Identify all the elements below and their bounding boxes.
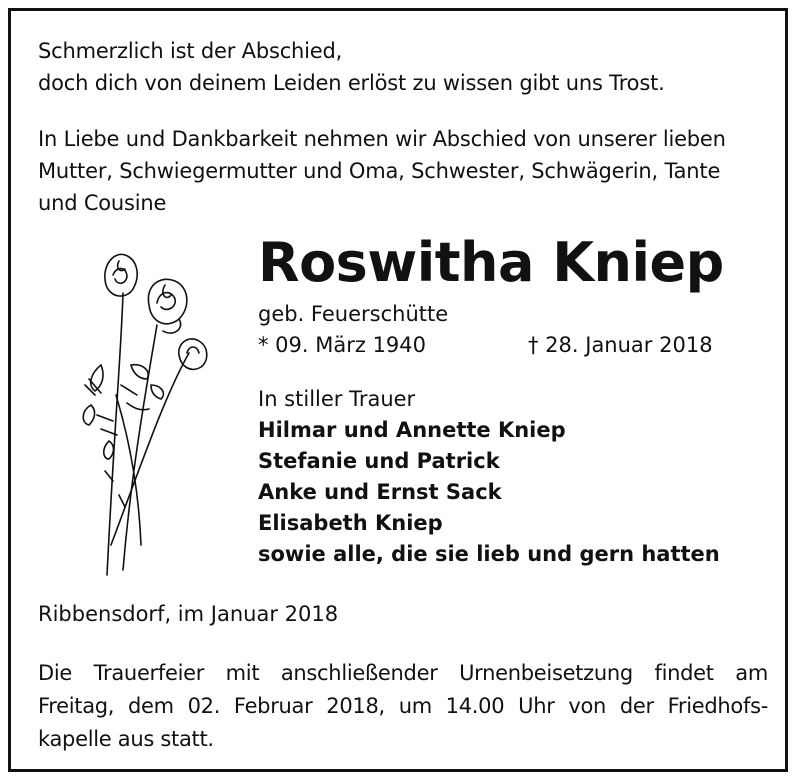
mourners-heading: In stiller Trauer (258, 387, 416, 411)
mourner-name: Stefanie und Patrick (258, 449, 500, 473)
farewell-line: In Liebe und Dankbarkeit nehmen wir Abschied von unserer lieben (38, 127, 726, 151)
farewell-text (38, 123, 726, 219)
farewell-line: Mutter, Schwiegermutter und Oma, Schwester, Schwägerin, Tante (38, 159, 721, 183)
intro-line: doch dich von deinem Leiden erlöst zu wissen gibt uns Trost. (38, 71, 665, 95)
farewell-line: und Cousine (38, 191, 167, 215)
obituary-notice (8, 8, 788, 772)
ceremony-line: Freitag, dem 02. Februar 2018, um 14.00 Uhr von der Friedhofs- (38, 694, 768, 718)
life-dates (258, 329, 728, 361)
intro-line: Schmerzlich ist der Abschied, (38, 39, 343, 63)
birth-name: geb. Feuerschütte (258, 302, 449, 326)
roses-icon (61, 245, 231, 585)
mourner-name: Elisabeth Kniep (258, 511, 443, 535)
ceremony-line: kapelle aus statt. (38, 727, 214, 751)
deceased-name: Roswitha Kniep (258, 231, 724, 294)
ceremony-line: Die Trauerfeier mit anschließender Urnenbeisetzung findet am (38, 661, 768, 685)
mourner-name: Hilmar und Annette Kniep (258, 418, 566, 442)
ceremony-info (38, 657, 768, 756)
mourner-name: sowie alle, die sie lieb und gern hatten (258, 542, 720, 566)
place-date: Ribbensdorf, im Januar 2018 (38, 602, 339, 626)
death-date: † 28. Januar 2018 (528, 333, 713, 357)
mourner-name: Anke und Ernst Sack (258, 480, 502, 504)
birth-date: * 09. März 1940 (258, 333, 427, 357)
intro-text (38, 35, 665, 99)
mourners-block (258, 384, 720, 570)
